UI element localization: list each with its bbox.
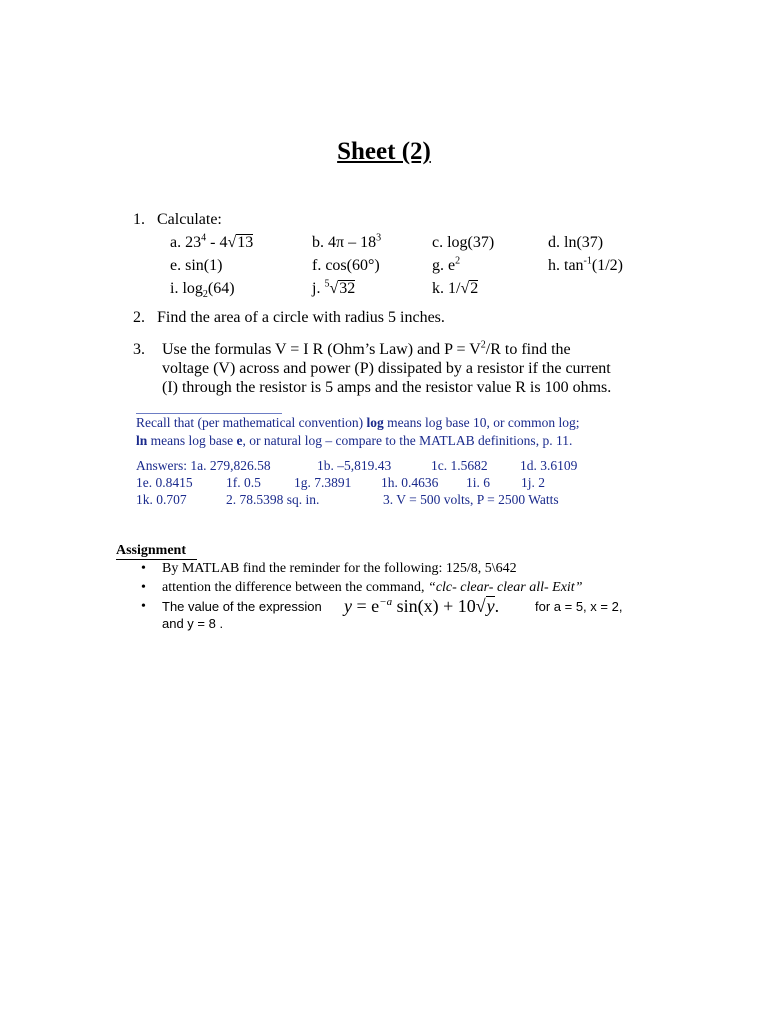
item-g: g. $e^2$ <box>432 255 461 274</box>
assignment-item-3-tail: for a = 5, x = 2, <box>535 599 623 614</box>
question-label: Calculate: <box>157 211 222 228</box>
assignment-heading: Assignment <box>116 543 187 558</box>
bullet-icon: • <box>141 561 146 576</box>
answer-1d: 1d. 3.6109 <box>520 458 578 473</box>
bullet-icon: • <box>141 580 146 595</box>
answer-1e: 1e. 0.8415 <box>136 475 193 490</box>
answer-1g: 1g. 7.3891 <box>294 475 352 490</box>
item-b: b. $4\pi - 18^3$ <box>312 232 382 251</box>
heading-underline <box>116 559 197 560</box>
answer-1b: 1b. –5,819.43 <box>317 458 392 473</box>
divider-rule <box>136 413 282 414</box>
answer-1c: 1c. 1.5682 <box>431 458 488 473</box>
expression-formula: $y = e^{-a}$ sin(x) + 10√y. <box>344 596 500 616</box>
recall-line-1: Recall that (per mathematical convention) log means log base 10, or common log; <box>136 415 580 430</box>
question-number: 2. <box>133 309 145 326</box>
answer-1j: 1j. 2 <box>521 475 546 490</box>
assignment-item-1: By MATLAB find the reminder for the following: 125/8, 5\642 <box>162 561 517 576</box>
item-k: k. 1/√2 <box>432 280 479 297</box>
bullet-icon: • <box>141 599 146 614</box>
recall-line-2: ln means log base e, or natural log – compare to the MATLAB definitions, p. 11. <box>136 433 573 448</box>
answer-1k: 1k. 0.707 <box>136 492 187 507</box>
question-text-line-1: Use the formulas V = I R (Ohm’s Law) and $P = V^2/R$ to find the <box>162 339 571 358</box>
answer-1h: 1h. 0.4636 <box>381 475 439 490</box>
assignment-item-3-line-2: and y = 8 . <box>162 616 224 631</box>
item-i: i. $\log_2(64)$ <box>170 280 235 301</box>
question-text-line-3: (I) through the resistor is 5 amps and the resistor value R is 100 ohms. <box>162 379 612 396</box>
answer-2: 2. 78.5398 sq. in. <box>226 492 320 507</box>
item-a: a. $23^4 - 4√13$ <box>170 232 254 251</box>
answer-1a: Answers: 1a. 279,826.58 <box>136 458 271 473</box>
item-f: f. cos(60°) <box>312 257 380 274</box>
assignment-item-2: attention the difference between the command, “clc- clear- clear all- Exit” <box>162 580 583 595</box>
answer-1f: 1f. 0.5 <box>226 475 261 490</box>
answer-1i: 1i. 6 <box>466 475 491 490</box>
question-text: Find the area of a circle with radius 5 inches. <box>157 309 445 326</box>
item-j: j. $^5$√32 <box>312 278 356 297</box>
page-title: Sheet (2) <box>337 138 431 165</box>
question-text-line-2: voltage (V) across and power (P) dissipated by a resistor if the current <box>162 360 611 377</box>
item-c: c. log(37) <box>432 234 495 251</box>
item-d: d. ln(37) <box>548 234 604 251</box>
question-number: 1. <box>133 211 145 228</box>
question-number: 3. <box>133 341 145 358</box>
item-h: h. $\tan^{-1}(1/2)$ <box>548 255 623 274</box>
item-e: e. sin(1) <box>170 257 223 274</box>
assignment-item-3: The value of the expression <box>162 599 322 614</box>
answer-3: 3. V = 500 volts, P = 2500 Watts <box>383 492 559 507</box>
